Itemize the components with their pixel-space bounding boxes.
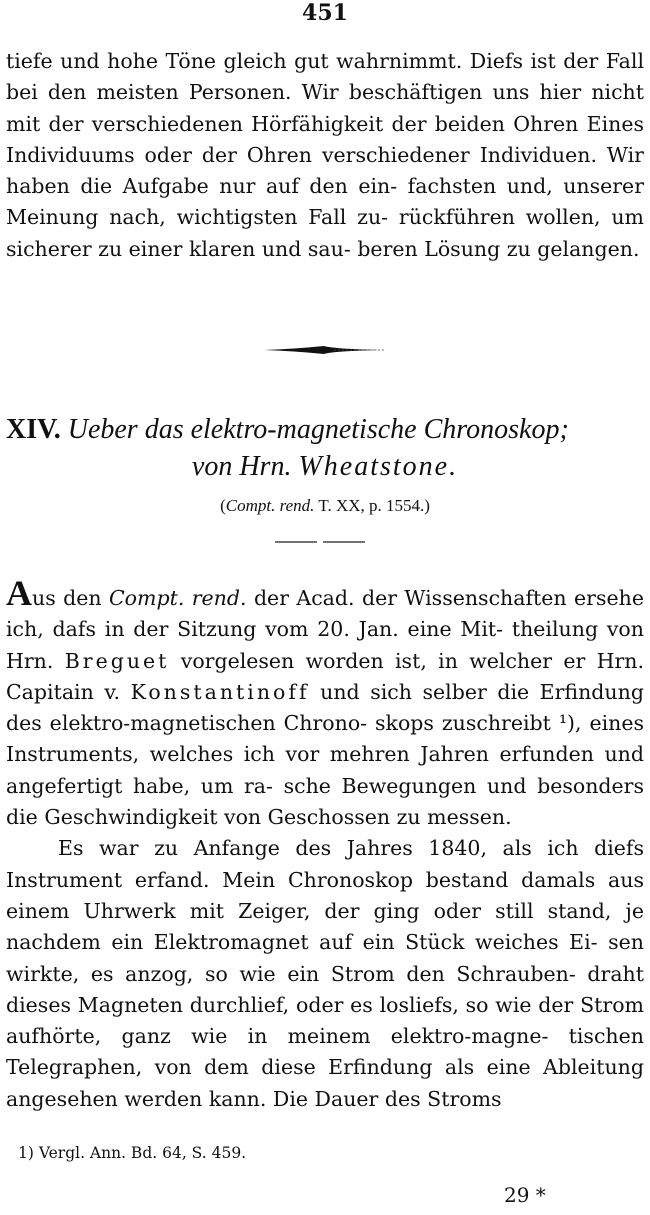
footnote: 1) Vergl. Ann. Bd. 64, S. 459. [18,1144,247,1162]
author-prefix: von Hrn. [191,451,292,482]
ornament-divider [264,345,384,355]
text-line: tischen Telegraphen, von dem diese Erfindung als eine [6,1024,644,1080]
text-line: fachsten und, unserer Meinung nach, wichtigsten Fall zu- [6,174,644,230]
citation: (Compt. rend. T. XX, p. 1554.) [220,496,430,515]
text-line: je nachdem ein Elektromagnet auf ein Stück weiches Ei- [6,898,644,955]
article-number: XIV. [6,414,61,445]
page-number: 451 [302,0,348,26]
article-body [6,573,644,1115]
text-line: sen wirkte, es anzog, so wie ein Strom den Schrauben- [6,930,644,986]
text-line: draht dieses Magneten durchlief, oder es losliefs, so wie [6,961,644,1017]
text-line: hier nicht mit der verschiedenen Hörfähigkeit der beiden [6,80,644,136]
text-line: Fall bei den meisten Personen. Wir beschäftigen uns [6,49,644,105]
text-line: Individuen. Wir haben die Aufgabe nur auf den ein- [6,142,644,199]
author-name: Wheatstone. [298,451,459,482]
text-line: Ableitung angesehen werden kann. Die Dauer des Stroms [6,1055,644,1111]
text-line: Ohren Eines Individuums oder der Ohren verschiedener [6,111,644,167]
citation-journal: Compt. rend. [225,496,315,515]
article-title-line1: Ueber das elektro-magnetische Chronoskop; [67,414,569,445]
article-author-line [0,450,650,484]
paragraph-second [6,833,644,1115]
paragraph-text [6,46,644,265]
text-line: beren Lösung zu gelangen. [357,236,640,261]
drop-cap: A [6,573,32,613]
text-line: der Strom aufhörte, ganz wie in meinem elektro-magne- [6,992,644,1049]
article-heading [6,412,646,448]
previous-paragraph [6,46,644,265]
text-line: tiefe und hohe Töne gleich gut wahrnimmt. Diefs ist der [6,49,599,73]
text-line: Es war zu Anfange des Jahres 1840, als ich diefs [58,836,644,861]
signature-mark: 29 * [504,1183,546,1207]
text-line: Instrument erfand. Mein Chronoskop bestand damals [6,867,596,892]
text-line: aus einem Uhrwerk mit Zeiger, der ging oder still stand, [6,867,644,923]
short-rule-divider [275,541,365,543]
citation-ref: T. XX, p. 1554.) [318,496,430,515]
paragraph-first: Aus den Compt. rend. der Acad. der Wissenschaften ersehe ich, dafs in der Sitzung vom 20. Jan. eine Mit- theilung von Hrn. Breguet vorgelesen worden ist, in welcher er Hrn. Capitain v. Konstantinoff und sich selber die Erfindung des elektro-magnetischen Chrono- skops zuschreibt ¹), eines Instruments, welches ich vor mehren Jahren erfunden und angefertigt habe, um ra- sche Bewegungen und besonders die Geschwindigkeit von Geschossen zu messen. [6,573,644,830]
text-line: rückführen wollen, um sicherer zu einer klaren und sau- [6,205,644,261]
